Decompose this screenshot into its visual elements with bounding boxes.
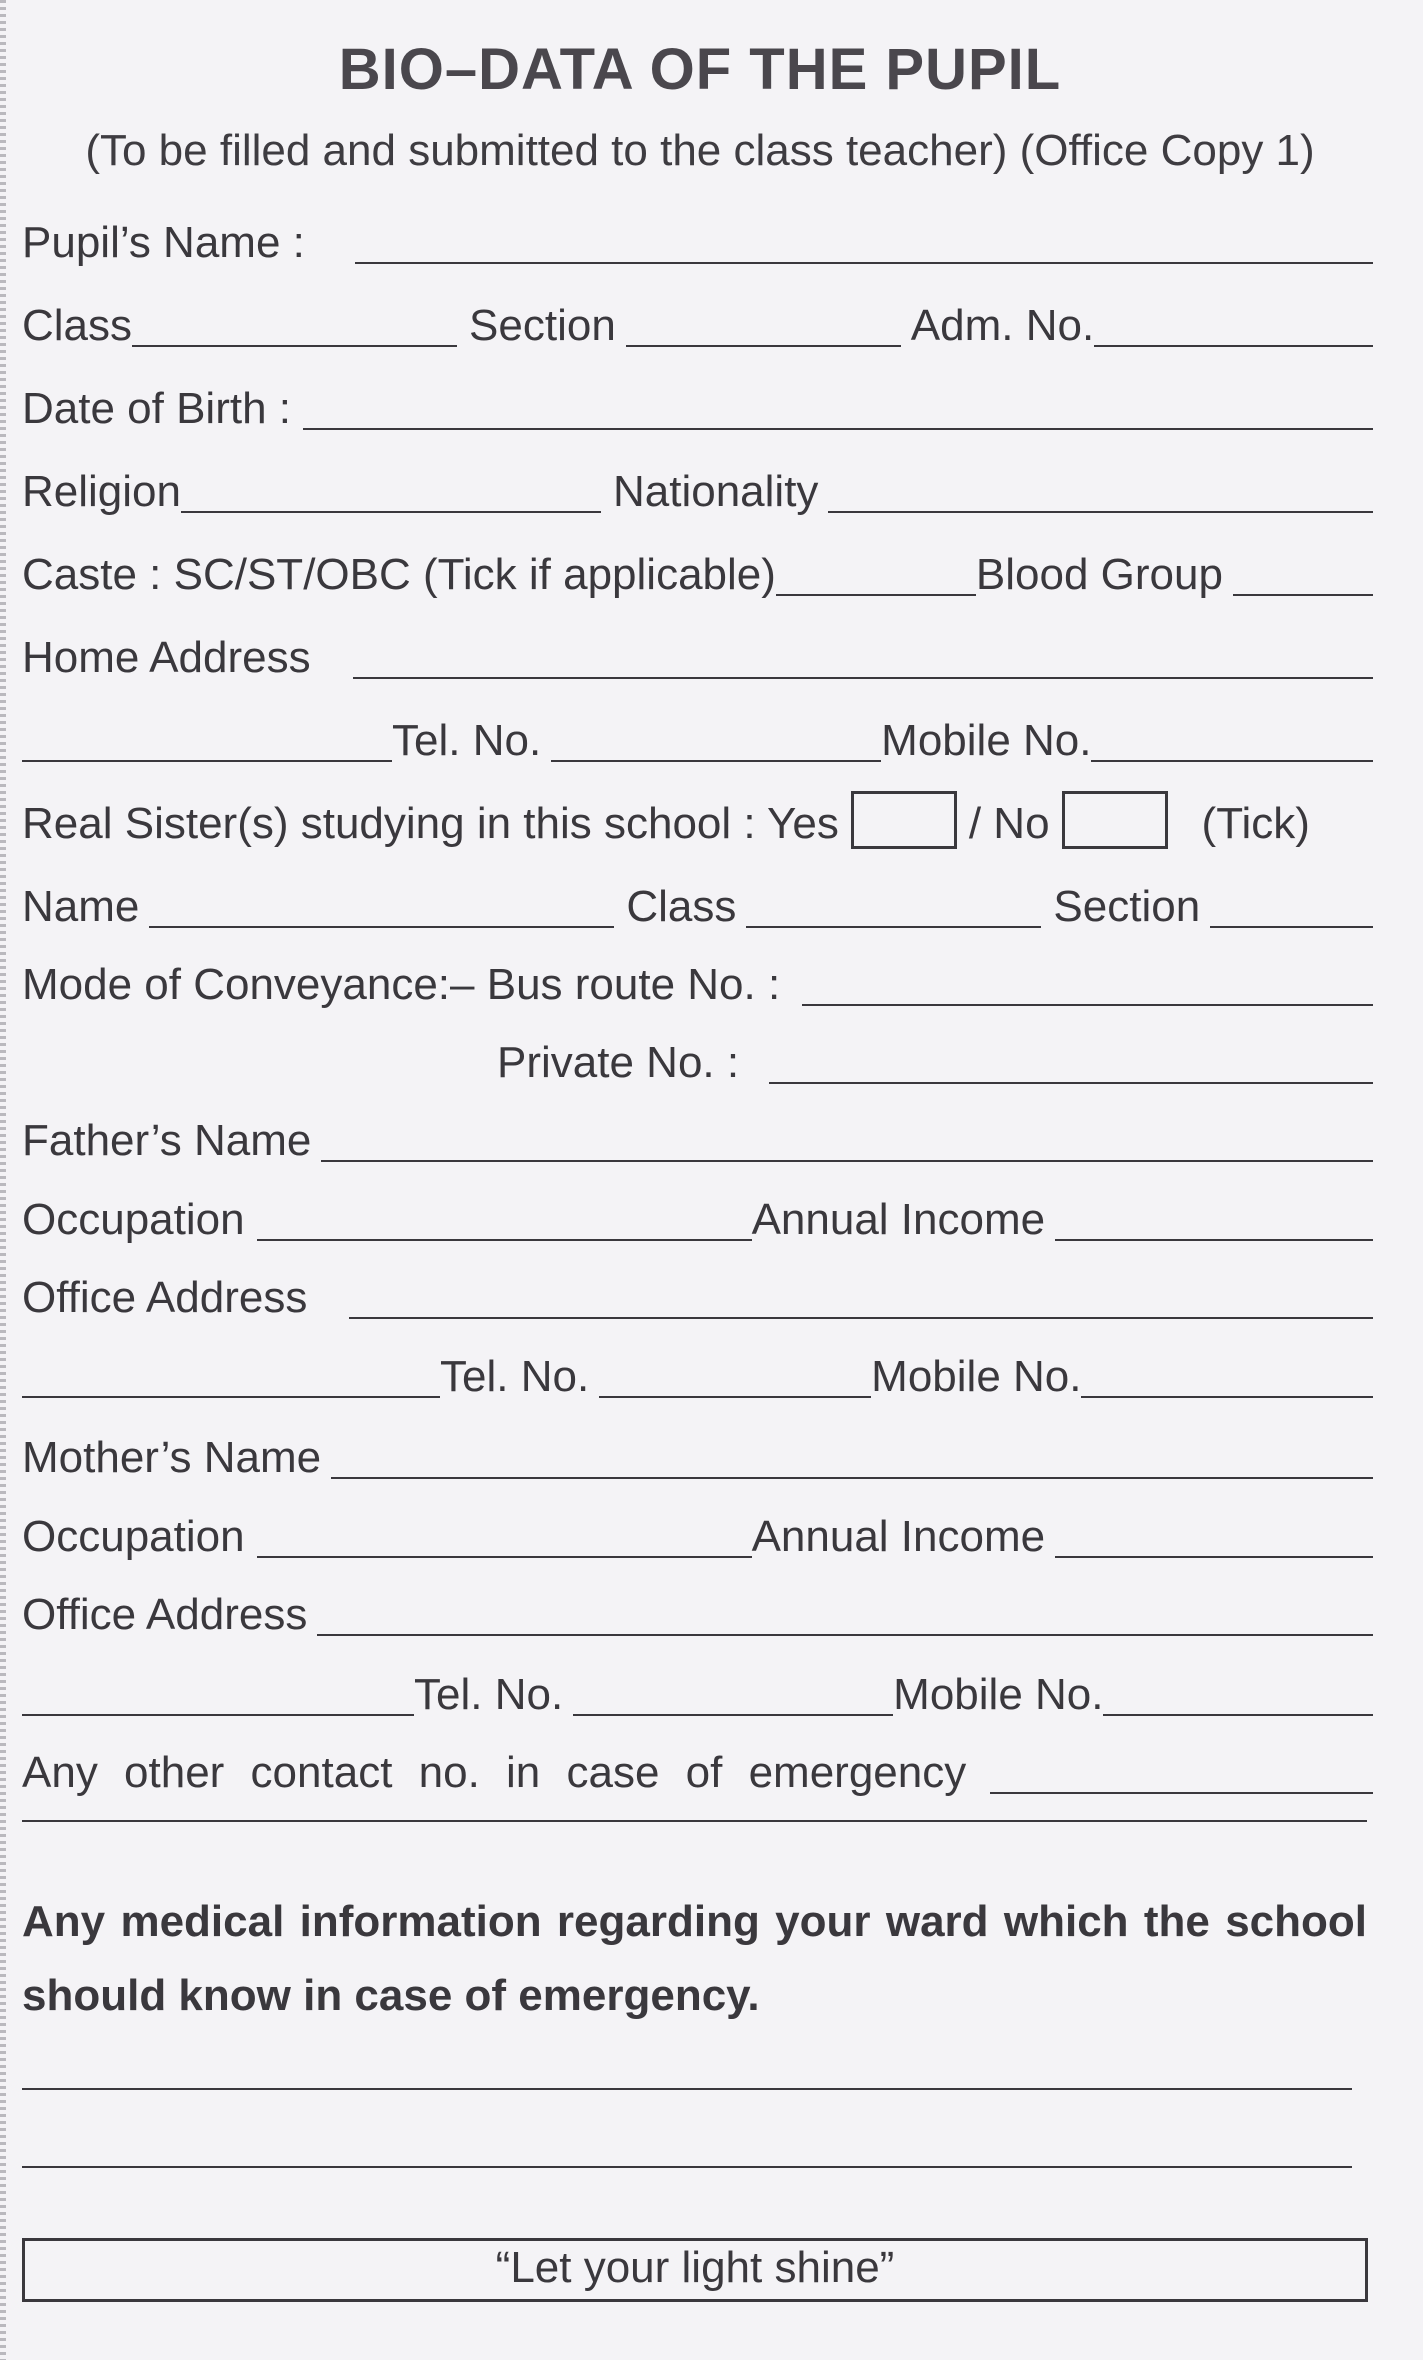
private-no-field[interactable]: [769, 1038, 1373, 1084]
mother-income-field[interactable]: [1055, 1512, 1373, 1558]
label-section: Section: [469, 301, 616, 350]
father-income-field[interactable]: [1055, 1195, 1373, 1241]
label-sister-name: Name: [22, 882, 140, 931]
row-father-occupation: [22, 1187, 1373, 1247]
sister-name-field[interactable]: [149, 882, 614, 928]
mother-tel-field[interactable]: [573, 1670, 893, 1716]
caste-field[interactable]: [776, 550, 976, 596]
no-checkbox[interactable]: [1062, 791, 1168, 849]
religion-field[interactable]: [181, 467, 601, 513]
row-home-address: [22, 625, 1373, 685]
row-father-phone: [22, 1344, 1373, 1404]
label-fathers-name: Father’s Name: [22, 1116, 312, 1165]
row-father-office-address: [22, 1265, 1373, 1325]
label-no: / No: [968, 799, 1050, 848]
home-tel-field[interactable]: [551, 716, 881, 762]
label-conveyance: Mode of Conveyance:– Bus route No. :: [22, 960, 781, 1009]
row-caste: [22, 542, 1373, 602]
home-address-field-2[interactable]: [22, 716, 392, 762]
father-tel-field[interactable]: [599, 1352, 871, 1398]
medical-info-line-2[interactable]: [22, 2166, 1352, 2168]
row-class-section: [22, 293, 1373, 353]
label-real-sister: Real Sister(s) studying in this school : Yes: [22, 799, 839, 848]
label-mothers-name: Mother’s Name: [22, 1433, 322, 1482]
bus-route-field[interactable]: [802, 960, 1373, 1006]
motto-text: “Let your light shine”: [495, 2243, 895, 2292]
form-subtitle: (To be filled and submitted to the class teacher) (Office Copy 1): [85, 126, 1315, 175]
father-office-address-field-2[interactable]: [22, 1352, 440, 1398]
row-mother-office-address: [22, 1582, 1373, 1642]
label-nationality: Nationality: [612, 467, 819, 516]
binding-edge: [0, 0, 6, 2360]
blood-group-field[interactable]: [1233, 550, 1373, 596]
pupil-name-field[interactable]: [355, 218, 1373, 264]
row-religion: [22, 459, 1373, 519]
label-religion: Religion: [22, 467, 181, 516]
row-mothers-name: [22, 1425, 1373, 1485]
label-private-no: Private No. :: [497, 1038, 740, 1087]
label-tel-no: Tel. No.: [392, 716, 542, 765]
label-sister-section: Section: [1053, 882, 1201, 931]
row-dob: [22, 376, 1373, 436]
label-father-annual-income: Annual Income: [751, 1195, 1046, 1244]
nationality-field[interactable]: [828, 467, 1373, 513]
fathers-name-field[interactable]: [321, 1116, 1373, 1162]
label-emergency-contact: Any other contact no. in case of emergency: [22, 1748, 967, 1797]
label-blood-group: Blood Group: [975, 550, 1223, 599]
adm-no-field[interactable]: [1094, 301, 1373, 347]
row-pupil-name: [22, 210, 1373, 270]
label-mother-occupation: Occupation: [22, 1512, 245, 1561]
label-father-office-address: Office Address: [22, 1273, 308, 1322]
label-sister-class: Class: [626, 882, 737, 931]
section-field[interactable]: [626, 301, 901, 347]
label-father-tel-no: Tel. No.: [440, 1352, 590, 1401]
dob-field[interactable]: [303, 384, 1373, 430]
medical-info-line-1[interactable]: [22, 2088, 1352, 2090]
father-occupation-field[interactable]: [257, 1195, 752, 1241]
row-fathers-name: [22, 1108, 1373, 1168]
row-private-no: [497, 1030, 1373, 1090]
label-mother-annual-income: Annual Income: [751, 1512, 1046, 1561]
class-field[interactable]: [132, 301, 457, 347]
sister-section-field[interactable]: [1210, 882, 1373, 928]
mother-office-address-field[interactable]: [317, 1590, 1373, 1636]
row-mother-occupation: [22, 1504, 1373, 1564]
label-mother-tel-no: Tel. No.: [414, 1670, 564, 1719]
label-mother-mobile-no: Mobile No.: [893, 1670, 1104, 1719]
label-tick: (Tick): [1201, 799, 1310, 848]
mothers-name-field[interactable]: [331, 1433, 1373, 1479]
father-office-address-field[interactable]: [349, 1273, 1373, 1319]
father-mobile-field[interactable]: [1081, 1352, 1373, 1398]
label-adm-no: Adm. No.: [910, 301, 1095, 350]
label-caste: Caste : SC/ST/OBC (Tick if applicable): [22, 550, 776, 599]
yes-checkbox[interactable]: [851, 791, 957, 849]
label-mother-office-address: Office Address: [22, 1590, 308, 1639]
row-mother-phone: [22, 1662, 1373, 1722]
emergency-contact-field[interactable]: [990, 1748, 1373, 1794]
emergency-contact-field-2[interactable]: [22, 1820, 1367, 1822]
mother-occupation-field[interactable]: [257, 1512, 752, 1558]
row-emergency-contact: [22, 1740, 1373, 1800]
label-father-occupation: Occupation: [22, 1195, 245, 1244]
mother-office-address-field-2[interactable]: [22, 1670, 414, 1716]
row-real-sister: [22, 791, 1373, 851]
label-father-mobile-no: Mobile No.: [871, 1352, 1082, 1401]
medical-info-heading: Any medical information regarding your ward which the school should know in case of emergency.: [22, 1897, 1367, 2020]
label-class: Class: [22, 301, 133, 350]
label-mobile-no: Mobile No.: [881, 716, 1092, 765]
form-title: BIO–DATA OF THE PUPIL: [338, 37, 1062, 102]
row-home-phone: [22, 708, 1373, 768]
label-home-address: Home Address: [22, 633, 311, 682]
sister-class-field[interactable]: [746, 882, 1041, 928]
motto-box: [22, 2238, 1368, 2302]
row-sister-details: [22, 874, 1373, 934]
label-pupil-name: Pupil’s Name :: [22, 218, 305, 267]
home-mobile-field[interactable]: [1091, 716, 1373, 762]
row-conveyance: [22, 952, 1373, 1012]
label-dob: Date of Birth :: [22, 384, 292, 433]
home-address-field[interactable]: [353, 633, 1373, 679]
mother-mobile-field[interactable]: [1103, 1670, 1373, 1716]
